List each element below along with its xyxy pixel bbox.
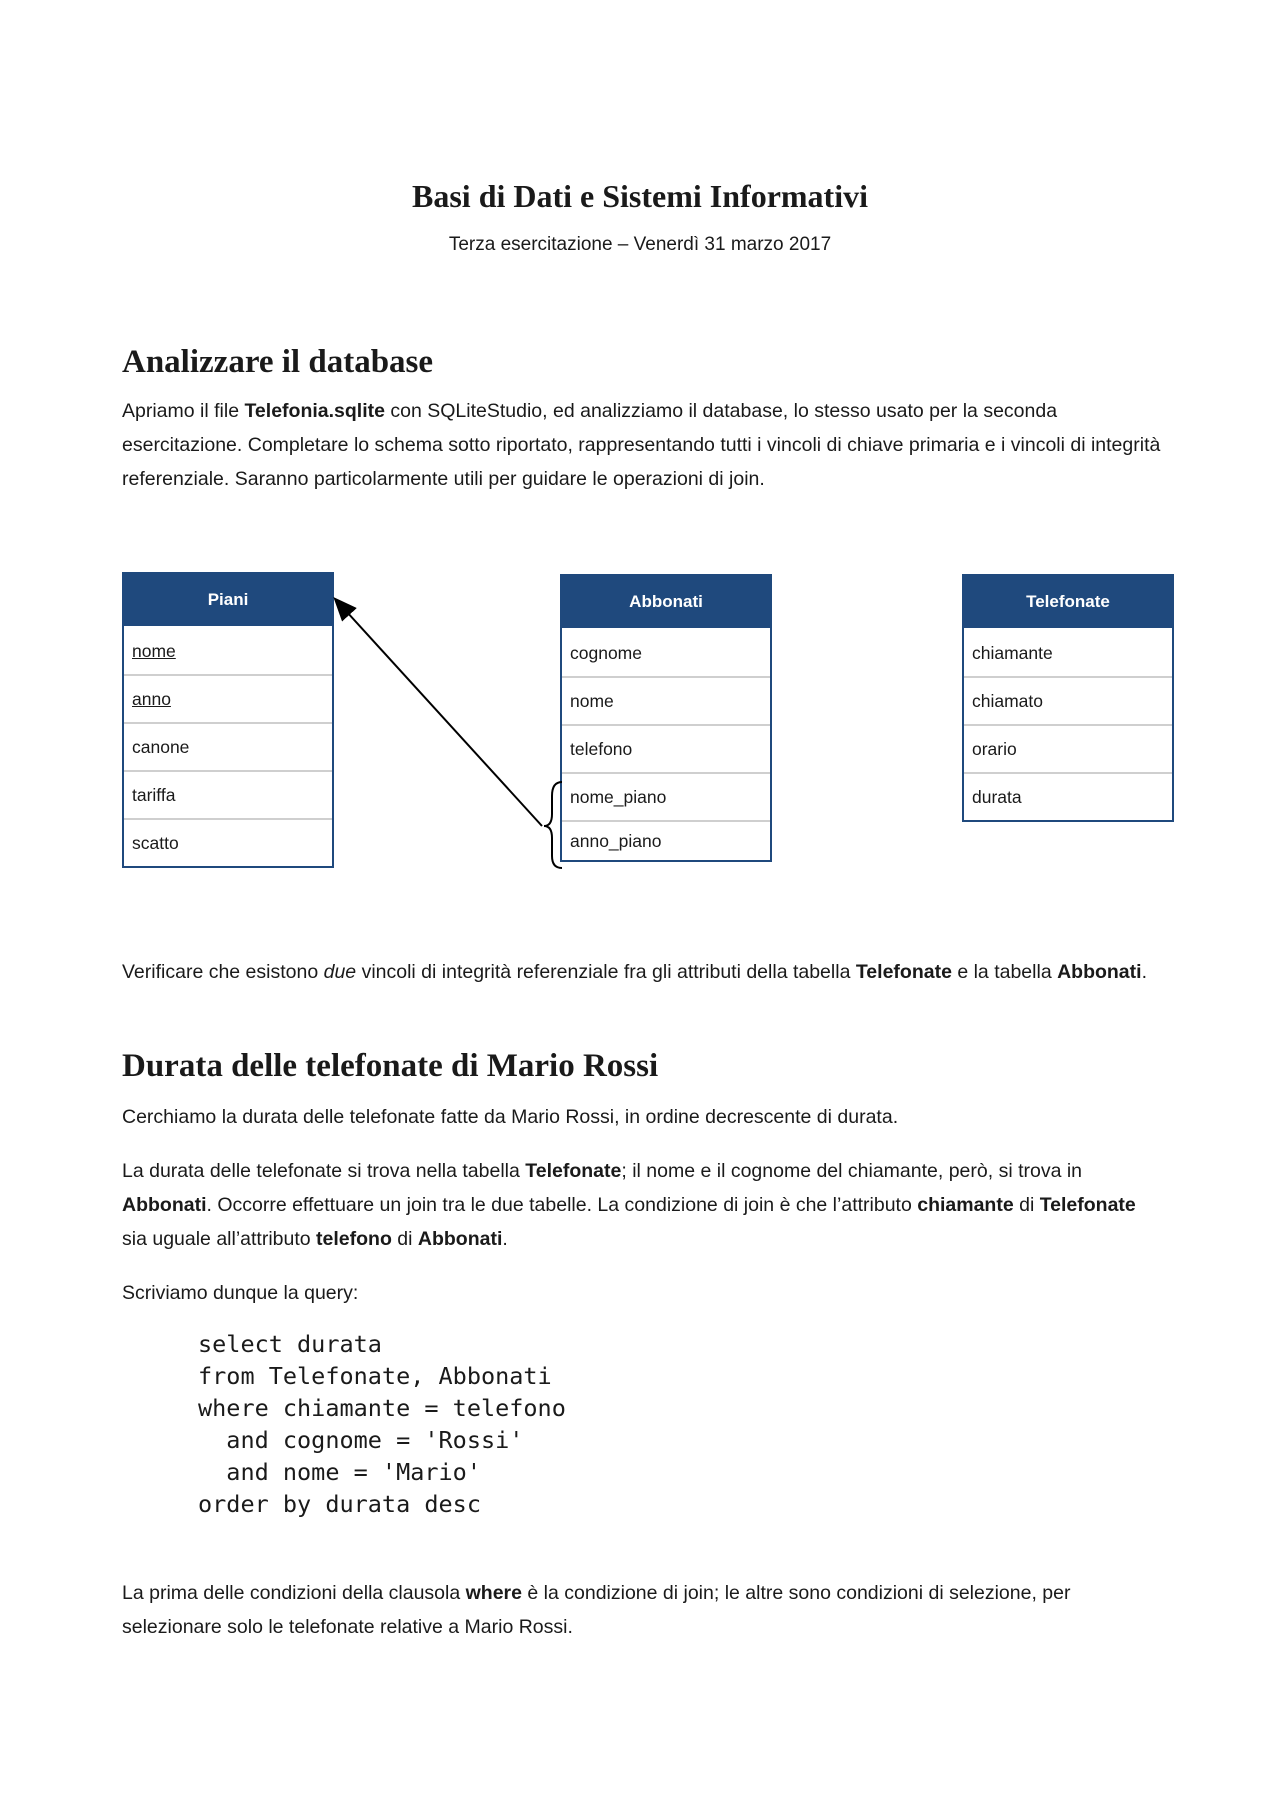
brace-icon [544,782,562,868]
text: . [502,1228,508,1250]
text: La prima delle condizioni della clausola [122,1582,466,1604]
text: di [391,1228,418,1250]
text: La durata delle telefonate si trova nella tabella [122,1160,526,1182]
bold-text: Telefonate [855,961,952,983]
text: Verificare che esistono [122,961,324,983]
bold-text: telefono [316,1228,392,1250]
heading-durata: Durata delle telefonate di Mario Rossi [122,1048,659,1084]
paragraph-cerchiamo: Cerchiamo la durata delle telefonate fatte da Mario Rossi, in ordine decrescente di durata. [122,1106,899,1128]
column-label: chiamante [972,642,1053,663]
paragraph-join [122,1154,1162,1256]
bold-text: Abbonati [1057,961,1142,983]
bold-text: Abbonati [122,1194,207,1216]
column-label: telefono [570,738,633,759]
column-label: scatto [132,832,179,853]
document-title: Basi di Dati e Sistemi Informativi [412,178,868,214]
column-label: durata [972,786,1022,807]
bold-text: Telefonate [525,1160,622,1182]
column-label: cognome [570,642,642,663]
paragraph-conclusione [122,1576,1162,1644]
bold-text: where [465,1582,522,1604]
bold-text: Telefonate [1039,1194,1136,1216]
column-label: nome [570,690,614,711]
column-label: anno_piano [570,830,662,851]
text: Apriamo il file [122,400,245,422]
table-telefonate-header: Telefonate [964,576,1172,628]
table-abbonati-header: Abbonati [562,576,770,628]
text: è la condizione di join; le altre sono condizioni di selezione, per selezionare solo le telefonate relative a Mario Rossi. [122,1582,1071,1638]
column-label: anno [132,688,171,709]
column-label: canone [132,736,190,757]
text: sia uguale all’attributo [122,1228,317,1250]
table-piani-header: Piani [124,574,332,626]
fk-line [336,600,542,826]
document-subtitle: Terza esercitazione – Venerdì 31 marzo 2017 [448,234,832,255]
text: . Occorre effettuare un join tra le due tabelle. La condizione di join è che l’attributo [206,1194,918,1216]
sql-query-code: select durata from Telefonate, Abbonati where chiamante = telefono and cognome = 'Rossi' and nome = 'Mario' order by durata desc [198,1330,566,1518]
column-label: chiamato [972,690,1044,711]
text: di [1013,1194,1040,1216]
heading-analizzare: Analizzare il database [122,344,434,380]
paragraph-scriviamo: Scriviamo dunque la query: [122,1282,359,1304]
text: e la tabella [951,961,1058,983]
column-label: nome_piano [570,786,667,807]
column-label: orario [972,738,1017,759]
text: vincoli di integrità referenziale fra gli attributi della tabella [356,961,856,983]
bold-text: Abbonati [417,1228,503,1250]
filename-bold: Telefonia.sqlite [244,400,385,422]
bold-text: chiamante [917,1194,1014,1216]
text: con SQLiteStudio, ed analizziamo il database, lo stesso usato per la seconda esercitazione. Completare lo schema sotto riportato, rappresentando tutti i vincoli di chiave primaria e i vincoli di integrità referenziale. Saranno particolarmente utili per guidare le operazioni di join. [122,400,1161,490]
text: ; il nome e il cognome del chiamante, però, si trova in [621,1160,1083,1182]
column-label: tariffa [132,784,176,805]
paragraph-verifica [122,955,1162,989]
text: . [1141,961,1147,983]
column-label: nome [132,640,176,661]
italic-text: due [323,961,357,983]
